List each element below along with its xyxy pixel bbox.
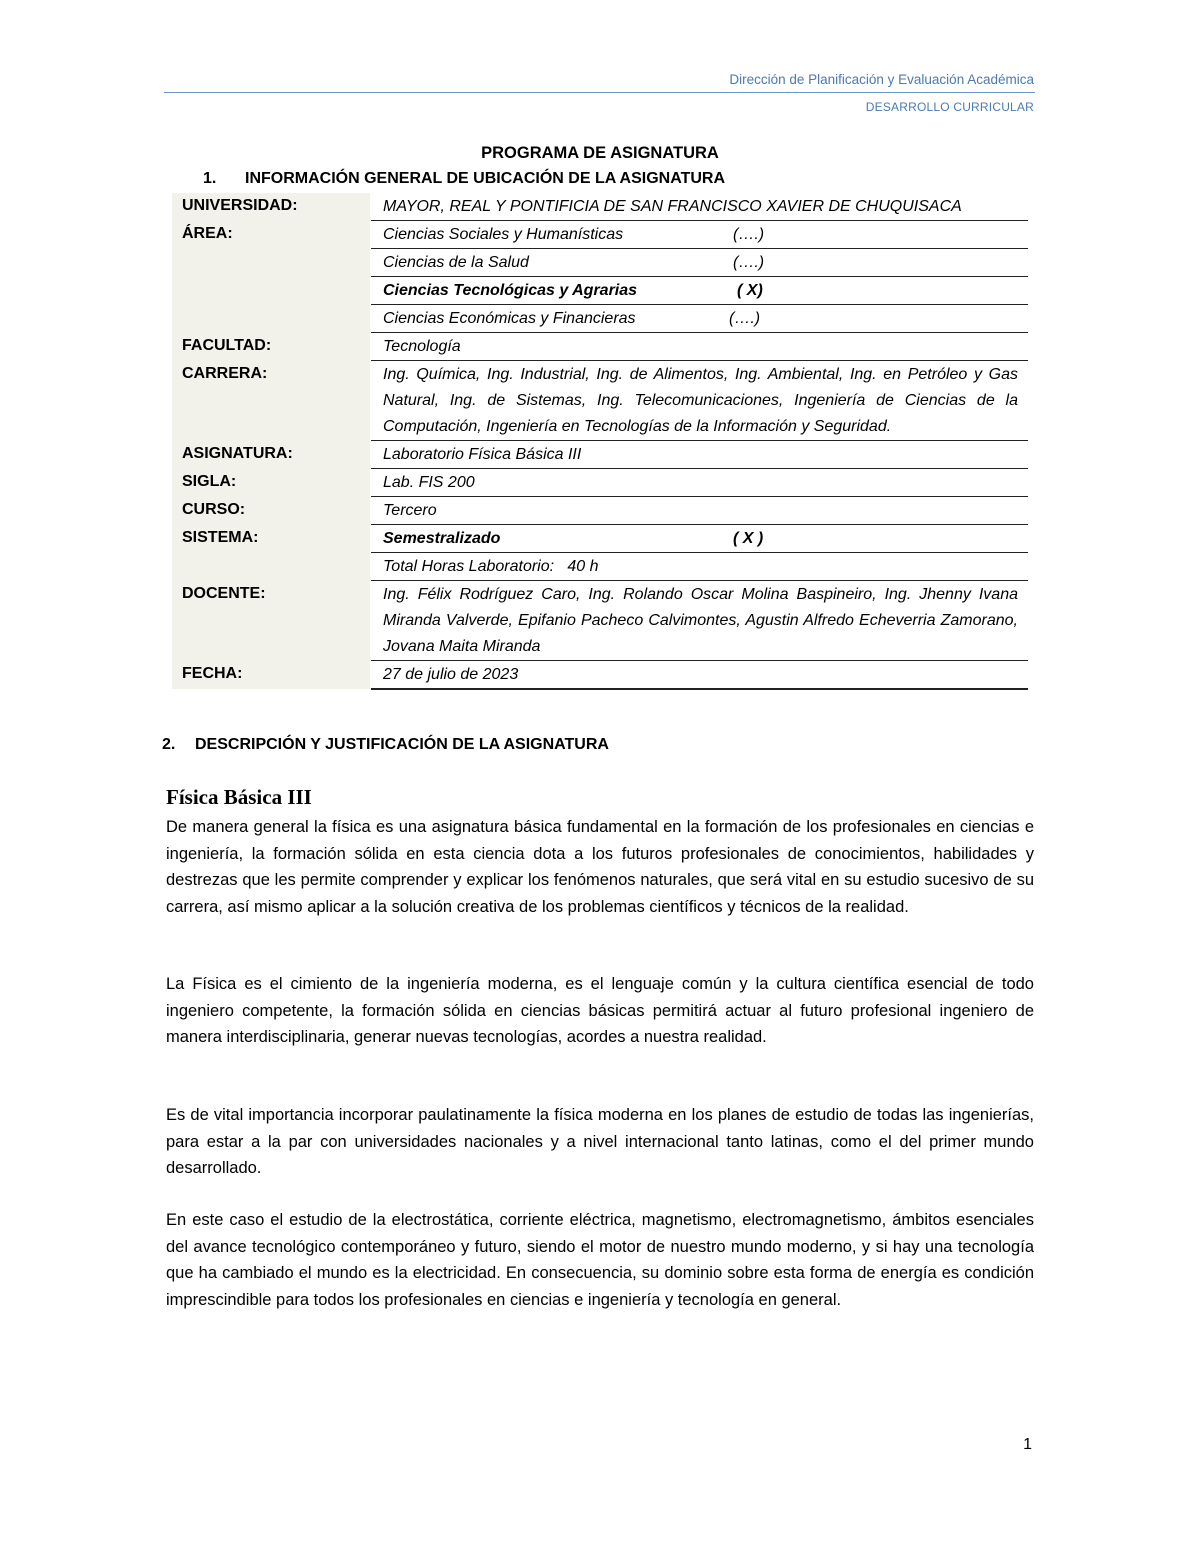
section-2-heading — [162, 736, 609, 754]
area-option-mark: (….) — [733, 254, 765, 271]
sigla-value: Lab. FIS 200 — [371, 469, 1028, 497]
header-section: DESARROLLO CURRICULAR — [865, 100, 1034, 114]
paragraph: Es de vital importancia incorporar paulatinamente la física moderna en los planes de estudio de todas las ingenierías, para estar a la par con universidades nacionales y a nivel internacional tanto latinas, como el del primer mundo desarrollado. — [166, 1106, 1034, 1177]
table-row — [172, 221, 1028, 249]
asignatura-label: ASIGNATURA: — [172, 441, 370, 469]
table-row — [172, 305, 1028, 333]
area-label: ÁREA: — [172, 221, 370, 249]
header-rule — [164, 92, 1035, 93]
paragraph: La Física es el cimiento de la ingeniería moderna, es el lenguaje común y la cultura científica esencial de todo ingeniero competente, la formación sólida en ciencias básicas permitirá actuar al futuro profesional ingeniero de manera interdisciplinaria, generar nuevas tecnologías, acordes a nuestra realidad. — [166, 975, 1034, 1046]
sistema-name: Semestralizado — [383, 530, 501, 547]
table-row — [172, 497, 1028, 525]
sistema-label: SISTEMA: — [172, 525, 370, 553]
area-option — [371, 221, 1028, 249]
table-row — [172, 661, 1028, 690]
header-department: Dirección de Planificación y Evaluación Académica — [729, 72, 1034, 87]
curso-label: CURSO: — [172, 497, 370, 525]
carrera-value: Ing. Química, Ing. Industrial, Ing. de Alimentos, Ing. Ambiental, Ing. en Petróleo y Gas Natural, Ing. de Sistemas, Ing. Telecomunicaciones, Ingeniería de Ciencias de la Computación, Ingeniería en Tecnologías de la Información y Seguridad. — [371, 361, 1028, 441]
asignatura-value: Laboratorio Física Básica III — [371, 441, 1028, 469]
general-info-table — [172, 193, 1028, 690]
table-row — [172, 333, 1028, 361]
area-option-name: Ciencias Tecnológicas y Agrarias — [383, 282, 638, 299]
table-row — [172, 581, 1028, 661]
section-1-number: 1. — [203, 170, 217, 187]
page-number: 1 — [1023, 1436, 1032, 1453]
section-2-title: DESCRIPCIÓN Y JUSTIFICACIÓN DE LA ASIGNATURA — [195, 736, 609, 753]
area-option — [371, 305, 1028, 333]
fecha-value: 27 de julio de 2023 — [371, 661, 1028, 690]
sistema-mark: ( X ) — [733, 530, 764, 547]
area-option-mark: (….) — [729, 310, 761, 327]
carrera-label: CARRERA: — [172, 361, 370, 441]
table-row — [172, 441, 1028, 469]
docente-label: DOCENTE: — [172, 581, 370, 661]
universidad-value: MAYOR, REAL Y PONTIFICIA DE SAN FRANCISCO XAVIER DE CHUQUISACA — [371, 193, 1028, 221]
curso-value: Tercero — [371, 497, 1028, 525]
area-option-name: Ciencias Económicas y Financieras — [383, 310, 636, 327]
table-row — [172, 277, 1028, 305]
facultad-value: Tecnología — [371, 333, 1028, 361]
table-row — [172, 249, 1028, 277]
table-row — [172, 361, 1028, 441]
section-2-number: 2. — [162, 736, 176, 753]
universidad-label: UNIVERSIDAD: — [172, 193, 370, 221]
fecha-label: FECHA: — [172, 661, 370, 690]
paragraph: En este caso el estudio de la electrostática, corriente eléctrica, magnetismo, electromagnetismo, ámbitos esenciales del avance tecnológico contemporáneo y futuro, siendo el motor de nuestro mundo moderno, y si hay una tecnología que ha cambiado el mundo es la electricidad. En consecuencia, su dominio sobre esta forma de energía es condición imprescindible para todos los profesionales en ciencias e ingeniería y tecnología en general. — [166, 1211, 1034, 1309]
area-option-selected — [371, 277, 1028, 305]
table-row — [172, 525, 1028, 553]
section-1-title: INFORMACIÓN GENERAL DE UBICACIÓN DE LA ASIGNATURA — [245, 170, 725, 187]
table-row — [172, 469, 1028, 497]
table-row — [172, 553, 1028, 581]
paragraph: De manera general la física es una asignatura básica fundamental en la formación de los profesionales en ciencias e ingeniería, la formación sólida en esta ciencia dota a los futuros profesionales de conocimientos, habilidades y destrezas que les permite comprender y explicar los fenómenos naturales, que será vital en su estudio sucesivo de su carrera, así mismo aplicar a la solución creativa de los problemas científicos y técnicos de la realidad. — [166, 818, 1034, 916]
sigla-label: SIGLA: — [172, 469, 370, 497]
area-option-name: Ciencias de la Salud — [383, 254, 529, 271]
area-option-mark: ( X) — [737, 282, 763, 299]
section-1-heading — [203, 170, 725, 188]
facultad-label: FACULTAD: — [172, 333, 370, 361]
sistema-value — [371, 525, 1028, 553]
horas-value: Total Horas Laboratorio: 40 h — [371, 553, 1028, 581]
subject-subtitle: Física Básica III — [166, 785, 312, 809]
area-option-name: Ciencias Sociales y Humanísticas — [383, 226, 624, 243]
docente-value: Ing. Félix Rodríguez Caro, Ing. Rolando Oscar Molina Baspineiro, Ing. Jhenny Ivana Miranda Valverde, Epifanio Pacheco Calvimontes, Agustin Alfredo Echeverria Zamorano, Jovana Maita Miranda — [371, 581, 1028, 661]
area-option-mark: (….) — [733, 226, 765, 243]
area-option — [371, 249, 1028, 277]
document-title: PROGRAMA DE ASIGNATURA — [481, 144, 719, 162]
table-row — [172, 193, 1028, 221]
